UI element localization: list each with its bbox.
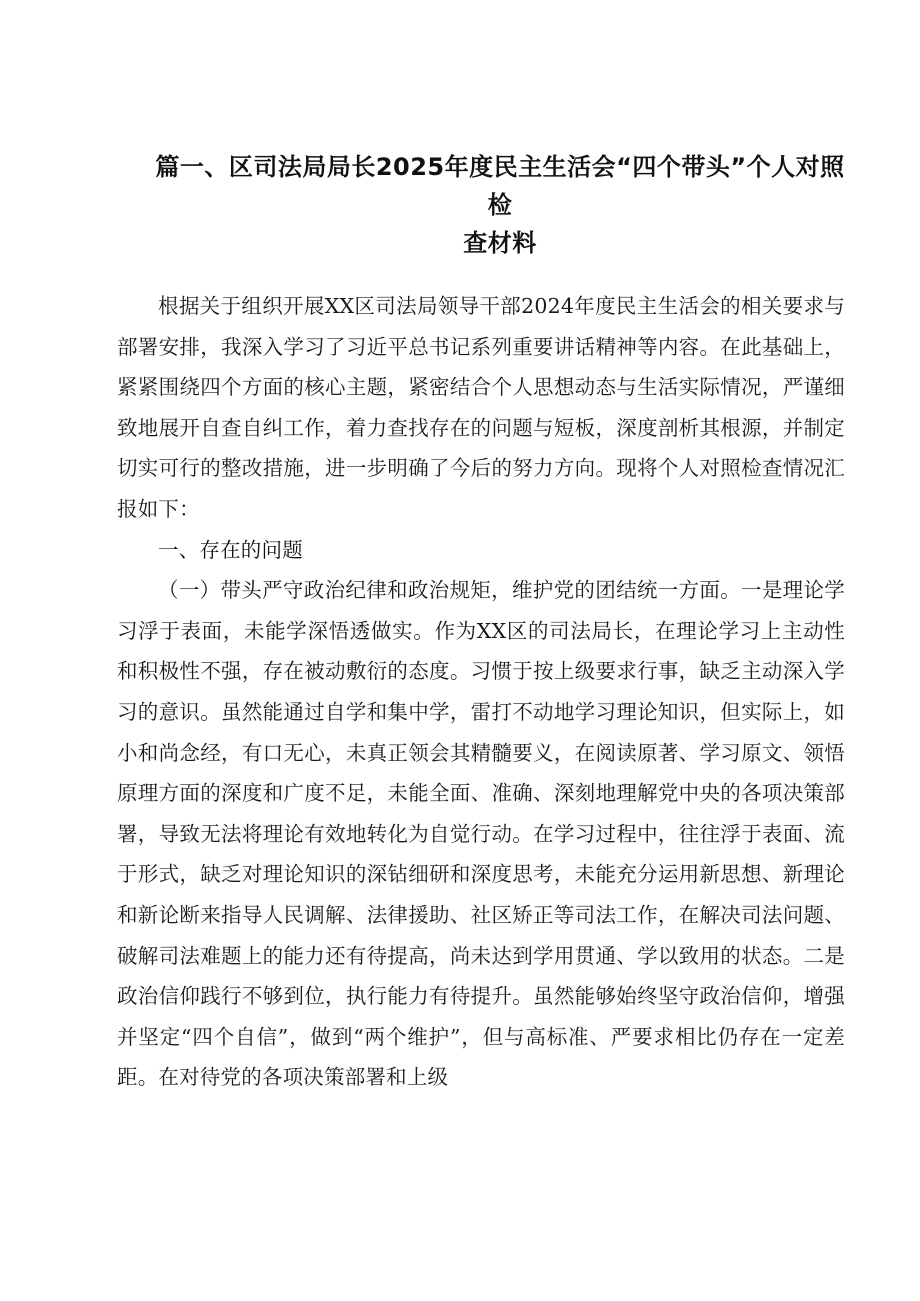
document-title [150,148,850,262]
title-line-1: 篇一、区司法局局长2025年度民主生活会“四个带头”个人对照检 [155,153,845,219]
section-paragraph: （一）带头严守政治纪律和政治规矩，维护党的团结统一方面。一是理论学习浮于表面，未能学深悟透做实。作为XX区的司法局长，在理论学习上主动性和积极性不强，存在被动敷衍的态度。习惯于按上级要求行事，缺乏主动深入学习的意识。虽然能通过自学和集中学，雷打不动地学习理论知识，但实际上，如小和尚念经，有口无心，未真正领会其精髓要义，在阅读原著、学习原文、领悟原理方面的深度和广度不足，未能全面、准确、深刻地理解党中央的各项决策部署，导致无法将理论有效地转化为自觉行动。在学习过程中，往往浮于表面、流于形式，缺乏对理论知识的深钻细研和深度思考，未能充分运用新思想、新理论和新论断来指导人民调解、法律援助、社区矫正等司法工作，在解决司法问题、破解司法难题上的能力还有待提高，尚未达到学用贯通、学以致用的状态。二是政治信仰践行不够到位，执行能力有待提升。虽然能够始终坚守政治信仰，增强并坚定“四个自信”，做到“两个维护”，但与高标准、严要求相比仍存在一定差距。在对待党的各项决策部署和上级 [117,578,845,1090]
section-heading: 一、存在的问题 [158,537,303,562]
intro-paragraph: 根据关于组织开展XX区司法局领导干部2024年度民主生活会的相关要求与部署安排，我深入学习了习近平总书记系列重要讲话精神等内容。在此基础上，紧紧围绕四个方面的核心主题，紧密结合个人思想动态与生活实际情况，严谨细致地展开自查自纠工作，着力查找存在的问题与短板，深度剖析其根源，并制定切实可行的整改措施，进一步明确了今后的努力方向。现将个人对照检查情况汇报如下： [117,294,845,521]
title-line-2: 查材料 [463,229,537,257]
document-body [117,286,845,1098]
